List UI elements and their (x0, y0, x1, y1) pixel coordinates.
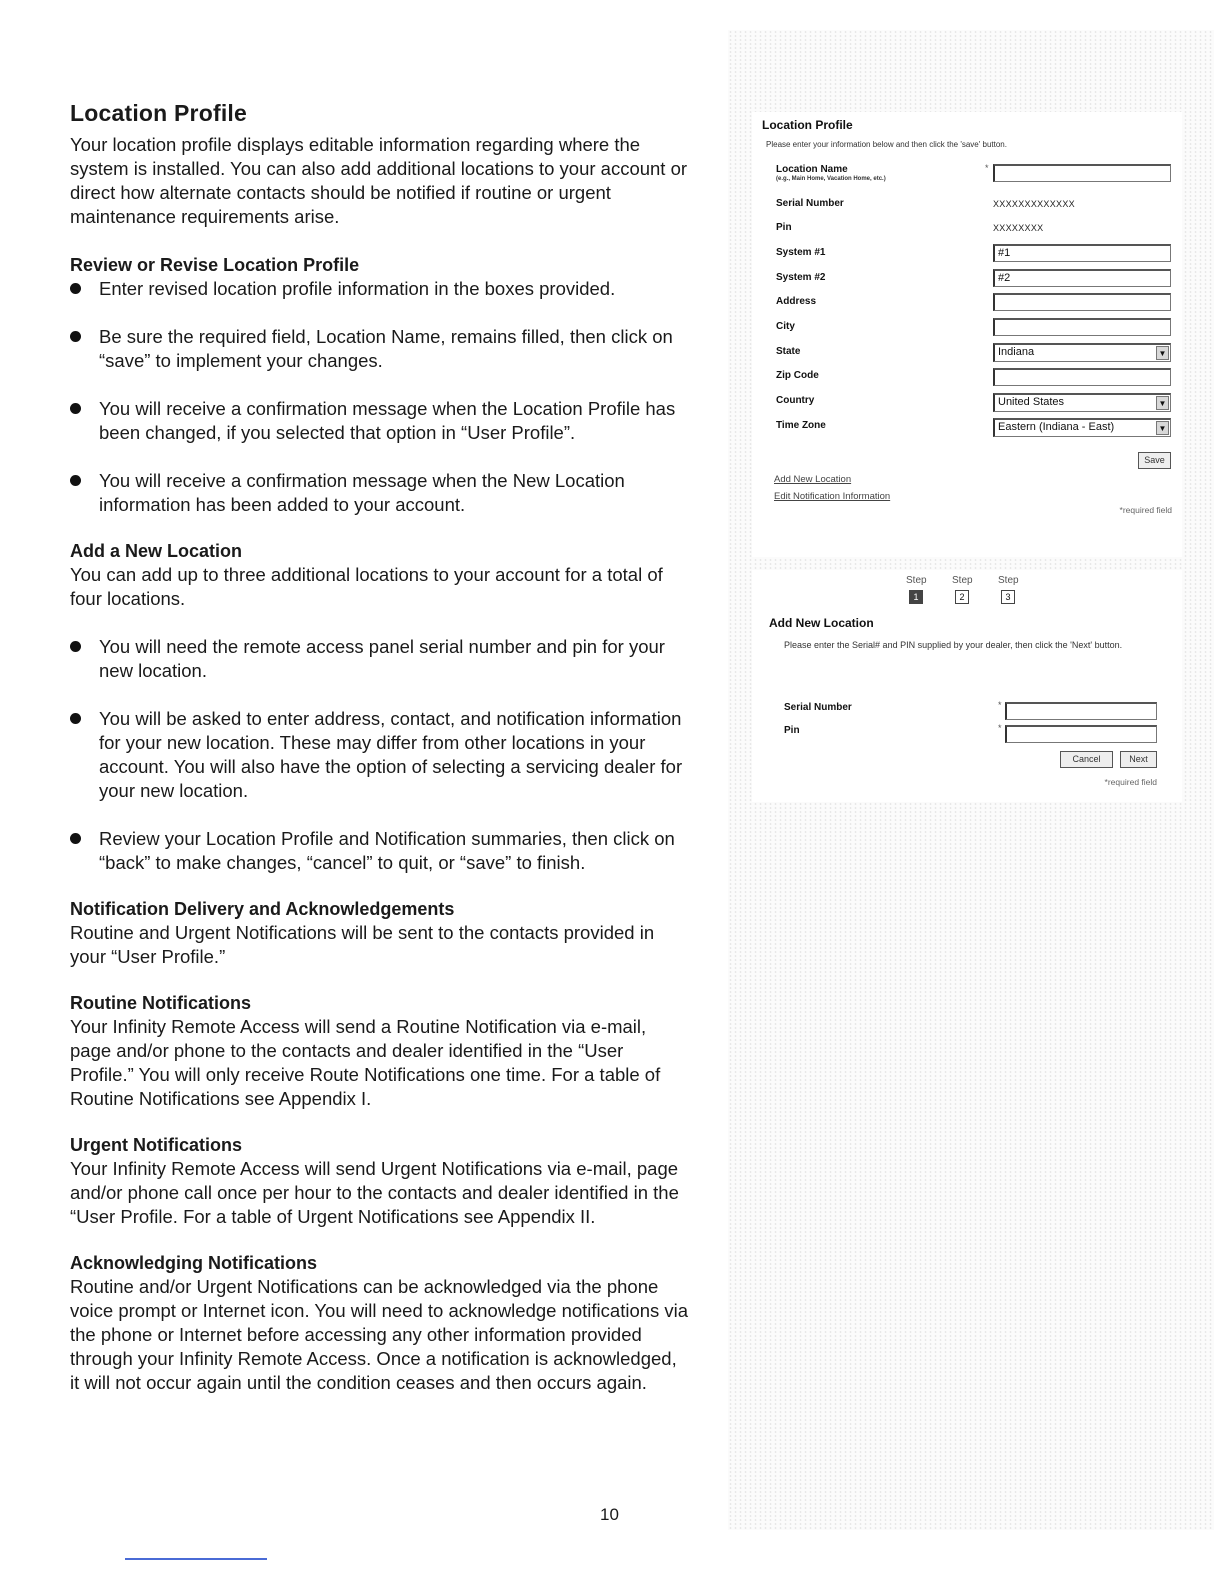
bullet-icon (70, 283, 81, 294)
address-label: Address (776, 296, 817, 307)
bullet-icon (70, 713, 81, 724)
bullet-icon (70, 833, 81, 844)
urgent-text: Your Infinity Remote Access will send Urgent Notifications via e-mail, page and/or phone call once per hour to the contacts and dealer identified in the “User Profile. For a table of Urgent Notifications see Appendix II. (70, 1158, 679, 1227)
city-input[interactable] (993, 318, 1171, 336)
list-item: You will need the remote access panel serial number and pin for your new location. (70, 635, 690, 683)
panel-intro: Please enter your information below and then click the 'save' button. (766, 140, 1007, 149)
pin-label: Pin (776, 222, 792, 233)
location-profile-panel (752, 112, 1182, 557)
bullet-icon (70, 475, 81, 486)
time-zone-label: Time Zone (776, 420, 826, 431)
city-label: City (776, 321, 795, 332)
bullet-icon (70, 403, 81, 414)
state-select[interactable] (993, 343, 1171, 362)
required-field-note: *required field (1104, 777, 1157, 787)
add-location-heading: Add a New Location (70, 541, 243, 561)
country-label: Country (776, 395, 815, 406)
add-new-location-panel (752, 570, 1182, 802)
routine-heading: Routine Notifications (70, 993, 251, 1013)
country-select[interactable] (993, 393, 1171, 412)
step-1-indicator: 1 (909, 590, 923, 604)
system1-label: System #1 (776, 247, 826, 258)
panel-title: Location Profile (762, 118, 853, 132)
pin-input[interactable] (1005, 725, 1157, 743)
bullet-icon (70, 331, 81, 342)
system2-input[interactable]: #2 (993, 269, 1171, 287)
chevron-down-icon[interactable]: ▼ (1156, 421, 1169, 435)
bullet-icon (70, 641, 81, 652)
review-bullet-list (70, 277, 690, 517)
chevron-down-icon[interactable]: ▼ (1156, 396, 1169, 410)
edit-notification-link[interactable]: Edit Notification Information (774, 491, 891, 502)
system2-label: System #2 (776, 272, 826, 283)
system1-input[interactable]: #1 (993, 244, 1171, 262)
step-label: Step (906, 575, 927, 586)
add-location-text: You can add up to three additional locations to your account for a total of four locations. (70, 564, 663, 609)
chevron-down-icon[interactable]: ▼ (1156, 346, 1169, 360)
required-star: * (998, 723, 1002, 733)
step-2-indicator: 2 (955, 590, 969, 604)
list-item: You will receive a confirmation message when the New Location information has been added to your account. (70, 469, 690, 517)
required-field-note: *required field (1119, 505, 1172, 515)
routine-text: Your Infinity Remote Access will send a Routine Notification via e-mail, page and/or phone to the contacts and dealer identified in the “User Profile.” You will only receive Route Notifications one time. For a table of Routine Notifications see Appendix I. (70, 1016, 661, 1109)
ack-heading: Acknowledging Notifications (70, 1253, 318, 1273)
screenshot-backdrop (728, 30, 1214, 1530)
required-star: * (998, 700, 1002, 710)
address-input[interactable] (993, 293, 1171, 311)
list-item: You will receive a confirmation message when the Location Profile has been changed, if you selected that option in “User Profile”. (70, 397, 690, 445)
cancel-button[interactable]: Cancel (1060, 751, 1113, 768)
save-button[interactable]: Save (1138, 452, 1171, 469)
serial-number-label: Serial Number (784, 702, 852, 713)
panel-title: Add New Location (769, 616, 874, 630)
pin-label: Pin (784, 725, 800, 736)
add-location-bullet-list (70, 635, 690, 875)
page-title: Location Profile (70, 100, 247, 126)
page-number: 10 (600, 1505, 619, 1524)
list-item: Enter revised location profile information in the boxes provided. (70, 277, 690, 301)
next-button[interactable]: Next (1120, 751, 1157, 768)
delivery-heading: Notification Delivery and Acknowledgements (70, 899, 455, 919)
urgent-heading: Urgent Notifications (70, 1135, 243, 1155)
state-select-value: Indiana (998, 346, 1035, 358)
zip-code-input[interactable] (993, 368, 1171, 386)
time-zone-select[interactable] (993, 418, 1171, 437)
step-label: Step (998, 575, 1019, 586)
list-item: You will be asked to enter address, contact, and notification information for your new location. These may differ from other locations in your account. You will also have the option of selecting a servicing dealer for your new location. (70, 707, 690, 803)
list-item: Review your Location Profile and Notification summaries, then click on “back” to make changes, “cancel” to quit, or “save” to finish. (70, 827, 690, 875)
location-name-label: Location Name (776, 164, 848, 175)
location-name-hint: (e.g., Main Home, Vacation Home, etc.) (776, 176, 886, 182)
document-body (70, 100, 690, 1395)
delivery-text: Routine and Urgent Notifications will be sent to the contacts provided in your “User Profile.” (70, 922, 655, 967)
state-label: State (776, 346, 801, 357)
add-new-location-link[interactable]: Add New Location (774, 474, 852, 485)
panel-intro: Please enter the Serial# and PIN supplied by your dealer, then click the 'Next' button. (784, 640, 1123, 650)
country-select-value: United States (998, 396, 1065, 408)
serial-number-value: XXXXXXXXXXXXX (993, 199, 1075, 209)
intro-paragraph: Your location profile displays editable information regarding where the system is installed. You can also add additional locations to your account or direct how alternate contacts should be notified if routine or urgent maintenance requirements arise. (70, 134, 688, 227)
time-zone-select-value: Eastern (Indiana - East) (998, 421, 1115, 433)
pin-value: XXXXXXXX (993, 223, 1044, 233)
serial-number-label: Serial Number (776, 198, 844, 209)
step-3-indicator: 3 (1001, 590, 1015, 604)
list-item: Be sure the required field, Location Name, remains filled, then click on “save” to implement your changes. (70, 325, 690, 373)
required-star: * (985, 163, 989, 173)
step-label: Step (952, 575, 973, 586)
zip-code-label: Zip Code (776, 370, 819, 381)
serial-number-input[interactable] (1005, 702, 1157, 720)
ack-text: Routine and/or Urgent Notifications can be acknowledged via the phone voice prompt or Internet icon. You will need to acknowledge notifications via the phone or Internet before accessing any other information provided through your Infinity Remote Access. Once a notification is acknowledged, it will not occur again until the condition ceases and then occurs again. (70, 1276, 689, 1393)
location-name-input[interactable] (993, 164, 1171, 182)
footer-line (125, 1558, 267, 1560)
review-heading: Review or Revise Location Profile (70, 255, 360, 275)
